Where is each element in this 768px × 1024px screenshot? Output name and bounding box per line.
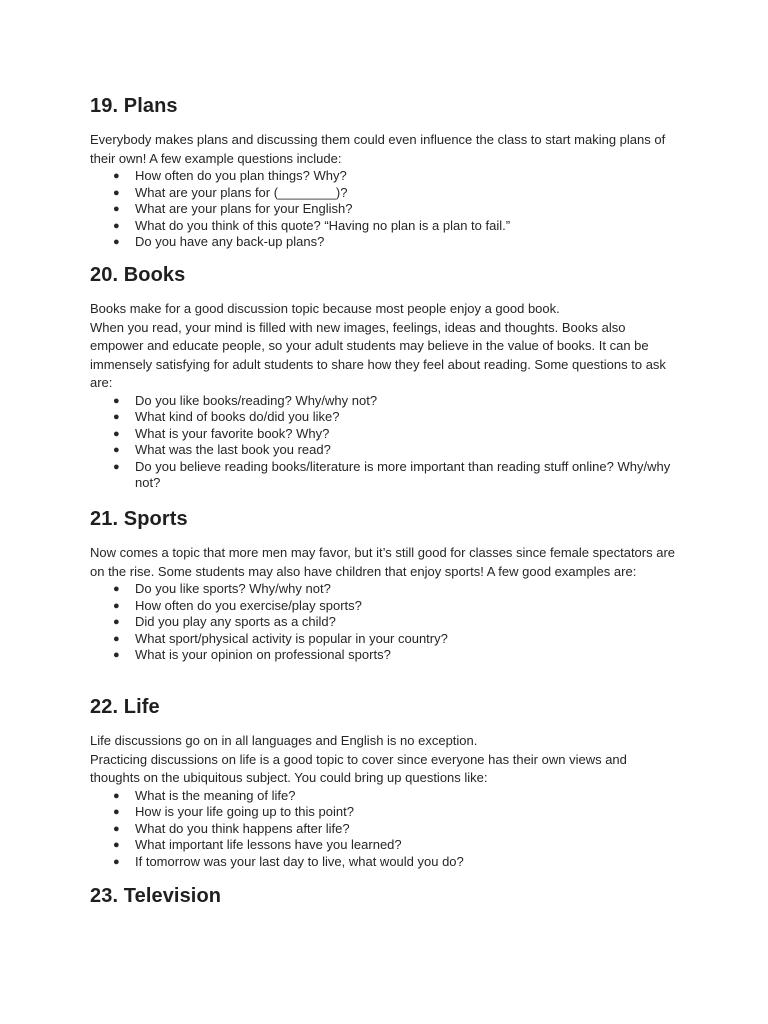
section-sports <box>90 506 680 694</box>
list-item <box>90 598 680 615</box>
bullet-icon: ● <box>113 460 120 473</box>
list-item-text: What is the meaning of life? <box>135 787 296 803</box>
list-item <box>90 614 680 631</box>
list-item <box>90 234 680 251</box>
paragraph: Books make for a good discussion topic because most people enjoy a good book. <box>90 301 560 316</box>
list-item <box>90 442 680 459</box>
bullet-icon: ● <box>113 649 120 661</box>
list-item <box>90 185 680 202</box>
list-item <box>90 854 680 871</box>
section-intro-plans <box>90 131 680 168</box>
bullet-icon: ● <box>113 236 120 248</box>
bullet-icon: ● <box>113 616 120 628</box>
bullet-list-books <box>90 393 680 492</box>
bullet-icon: ● <box>113 186 120 199</box>
section-books <box>90 262 680 506</box>
list-item-text: What do you think happens after life? <box>135 820 350 836</box>
list-item-text: What is your favorite book? Why? <box>135 425 330 441</box>
list-item-text: What are your plans for (________)? <box>135 184 348 200</box>
list-item-text: Did you play any sports as a child? <box>135 614 336 629</box>
bullet-icon: ● <box>113 411 120 423</box>
list-item-text: What sport/physical activity is popular in your country? <box>135 630 448 646</box>
list-item <box>90 459 680 492</box>
list-item-text: Do you believe reading books/literature is more important than reading stuff online? Why/why not? <box>135 458 671 490</box>
list-item-text: What are your plans for your English? <box>135 201 353 216</box>
list-item-text: Do you like books/reading? Why/why not? <box>135 392 378 408</box>
bullet-list-plans <box>90 168 680 251</box>
bullet-icon: ● <box>113 599 120 612</box>
list-item-text: How often do you exercise/play sports? <box>135 597 362 613</box>
list-item <box>90 837 680 854</box>
section-heading-life: 22. Life <box>90 696 160 718</box>
list-item-text: Do you have any back-up plans? <box>135 234 325 249</box>
bullet-icon: ● <box>113 839 120 851</box>
list-item <box>90 426 680 443</box>
section-plans <box>90 93 680 262</box>
section-heading-plans: 19. Plans <box>90 95 178 117</box>
list-item <box>90 804 680 821</box>
list-item <box>90 218 680 235</box>
list-item-text: What kind of books do/did you like? <box>135 409 340 424</box>
section-intro-books <box>90 300 680 393</box>
section-heading-sports: 21. Sports <box>90 508 188 530</box>
paragraph: Everybody makes plans and discussing them could even influence the class to start making plans of their own! A few example questions include: <box>90 132 666 166</box>
section-television <box>90 883 680 909</box>
list-item <box>90 788 680 805</box>
section-heading-television: 23. Television <box>90 885 222 907</box>
list-item <box>90 631 680 648</box>
list-item <box>90 581 680 598</box>
bullet-icon: ● <box>113 583 120 595</box>
list-item <box>90 409 680 426</box>
list-item <box>90 168 680 185</box>
paragraph: Life discussions go on in all languages and English is no exception. <box>90 733 478 748</box>
section-intro-life <box>90 732 680 788</box>
list-item-text: What do you think of this quote? “Having no plan is a plan to fail.” <box>135 217 511 233</box>
bullet-list-sports <box>90 581 680 664</box>
paragraph: Practicing discussions on life is a good topic to cover since everyone has their own views and thoughts on the ubiquitous subject. You could bring up questions like: <box>90 751 627 785</box>
list-item-text: What was the last book you read? <box>135 442 331 457</box>
paragraph: Now comes a topic that more men may favor, but it’s still good for classes since female spectators are on the rise. Some students may also have children that enjoy sports! A few good examples are: <box>90 545 676 579</box>
paragraph: When you read, your mind is filled with new images, feelings, ideas and thoughts. Books also empower and educate people, so your adult students may believe in the value of books. It can be immensely satisfying for adult students to share how they feel about reading. Some questions to ask are: <box>90 319 666 390</box>
bullet-icon: ● <box>113 855 120 868</box>
section-intro-sports <box>90 544 680 581</box>
document-content <box>90 93 680 909</box>
list-item <box>90 201 680 218</box>
list-item <box>90 393 680 410</box>
bullet-icon: ● <box>113 789 120 802</box>
list-item-text: If tomorrow was your last day to live, what would you do? <box>135 853 464 869</box>
section-heading-books: 20. Books <box>90 264 186 286</box>
section-life <box>90 694 680 883</box>
list-item-text: Do you like sports? Why/why not? <box>135 581 331 596</box>
bullet-icon: ● <box>113 203 120 215</box>
list-item-text: What is your opinion on professional sports? <box>135 647 391 662</box>
bullet-icon: ● <box>113 632 120 645</box>
bullet-icon: ● <box>113 822 120 835</box>
list-item <box>90 821 680 838</box>
bullet-list-life <box>90 788 680 871</box>
list-item-text: How often do you plan things? Why? <box>135 168 347 183</box>
list-item-text: How is your life going up to this point? <box>135 804 354 819</box>
list-item-text: What important life lessons have you learned? <box>135 837 402 852</box>
bullet-icon: ● <box>113 170 120 182</box>
bullet-icon: ● <box>113 219 120 232</box>
bullet-icon: ● <box>113 394 120 407</box>
bullet-icon: ● <box>113 806 120 818</box>
bullet-icon: ● <box>113 444 120 456</box>
list-item <box>90 647 680 664</box>
bullet-icon: ● <box>113 427 120 440</box>
